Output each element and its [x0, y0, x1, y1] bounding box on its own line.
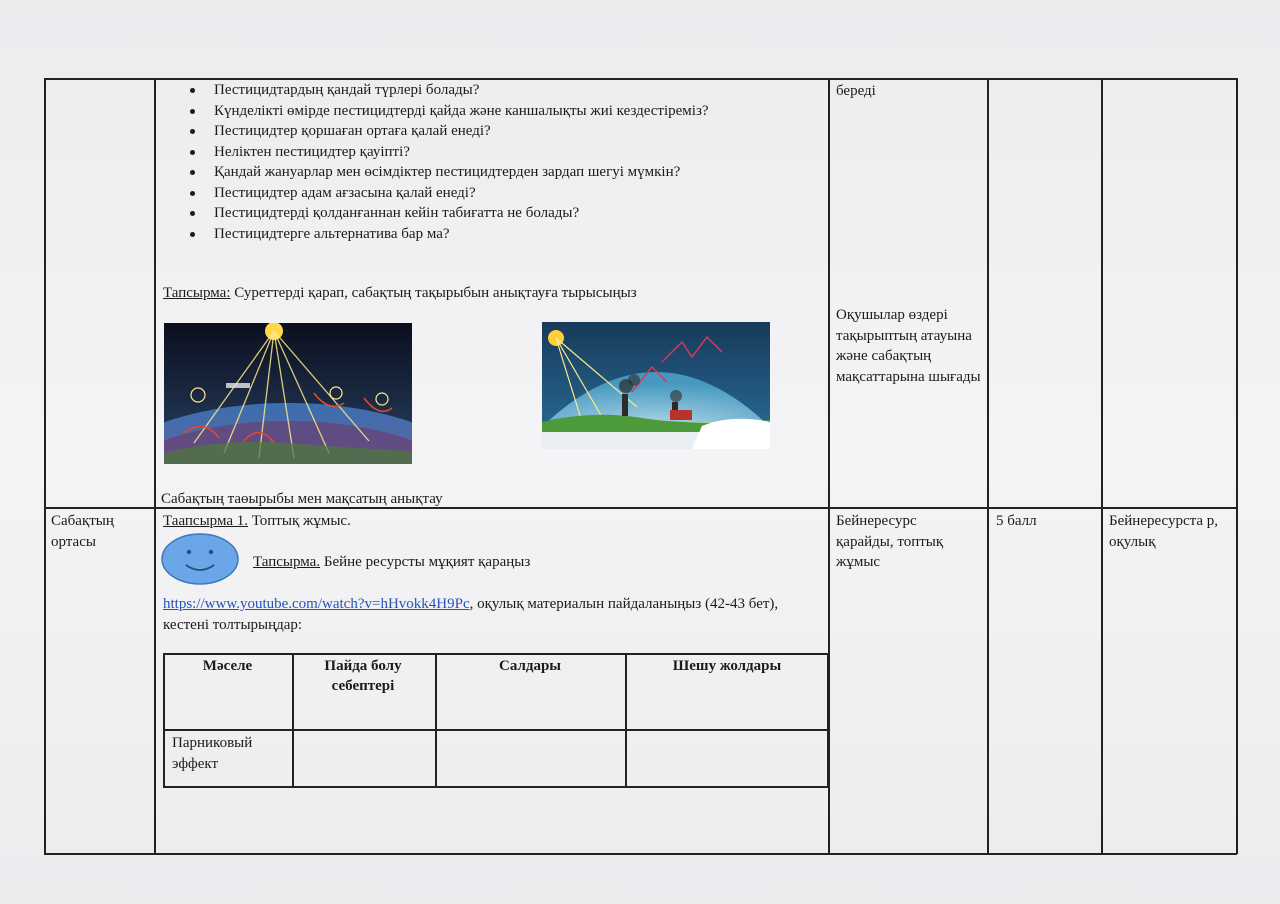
table-col-border [154, 78, 156, 854]
table-header-problem: Мәселе [202, 658, 253, 674]
video-link[interactable]: https://www.youtube.com/watch?v=hHvokk4H9Pc [163, 596, 470, 612]
task1-label: Таапсырма 1. [163, 513, 248, 529]
list-item: Қандай жануарлар мен өсімдіктер пестицидтерден зардап шегуі мүмкін? [168, 162, 818, 183]
task-text: Суреттерді қарап, сабақтың тақырыбын анықтауға тырысыңыз [230, 285, 637, 301]
list-item: Неліктен пестицидтер қауіпті? [168, 142, 818, 163]
task-instruction [163, 283, 823, 304]
greenhouse-radiation-diagram-icon [164, 323, 412, 464]
table-header-solutions: Шешу жолдары [672, 658, 782, 674]
video-task-text: Бейне ресурсты мұқият қараңыз [320, 554, 531, 570]
student-result-text: Оқушылар өздері тақырыптың атауына және сабақтың мақсаттарына шығады [836, 307, 981, 385]
stage-label: Сабақтың ортасы [51, 513, 114, 550]
video-task-label: Тапсырма. [253, 554, 321, 570]
inner-table-border [163, 653, 829, 655]
link-paragraph [163, 594, 823, 635]
assessment-text: 5 балл [996, 513, 1037, 529]
video-task [253, 552, 813, 573]
table-col-border [1236, 78, 1238, 854]
greenhouse-earth-image [542, 322, 770, 449]
task-label: Тапсырма: [163, 285, 231, 301]
list-item: Пестицидтер қоршаған ортаға қалай енеді? [168, 121, 818, 142]
lesson-goal-text: Сабақтың таөырыбы мен мақсатың анықтау [161, 491, 443, 507]
table-header-consequences: Салдары [498, 658, 562, 674]
table-col-border [44, 78, 46, 854]
problem-table [163, 653, 829, 788]
greenhouse-radiation-image [164, 323, 412, 464]
task1-heading [163, 511, 823, 532]
table-header-causes: Пайда болу себептері [324, 658, 402, 694]
list-item: Күнделікті өмірде пестицидтерді қайда және каншалықты жиі кездестіреміз? [168, 101, 818, 122]
student-activity-top: береді [836, 83, 876, 99]
list-item: Пестицидтерді қолданғаннан кейін табиғатта не болады? [168, 203, 818, 224]
table-col-border [987, 78, 989, 854]
student-activity-middle: Бейнересурс қарайды, топтық жұмыс [836, 513, 944, 570]
list-item: Пестицидтерге альтернатива бар ма? [168, 224, 818, 245]
table-bottom-border [44, 853, 1237, 855]
resources-text: Бейнересурста р, оқулық [1109, 513, 1219, 550]
inner-table-border [163, 729, 829, 731]
link-followup-text: , оқулық материалын пайдаланыңыз (42-43 бет), кестені толтырыңдар: [163, 596, 779, 633]
task1-text: Топтық жұмыс. [248, 513, 351, 529]
inner-table-border [163, 786, 829, 788]
question-list [168, 80, 818, 244]
smiley-face-icon [160, 532, 240, 586]
table-col-border [1101, 78, 1103, 854]
inner-table-border [827, 653, 829, 788]
greenhouse-earth-diagram-icon [542, 322, 770, 449]
list-item: Пестицидтер адам ағзасына қалай енеді? [168, 183, 818, 204]
table-cell-problem: Парниковый эффект [172, 735, 253, 772]
inner-table-border [292, 653, 294, 788]
list-item: Пестицидтардың қандай түрлері болады? [168, 80, 818, 101]
